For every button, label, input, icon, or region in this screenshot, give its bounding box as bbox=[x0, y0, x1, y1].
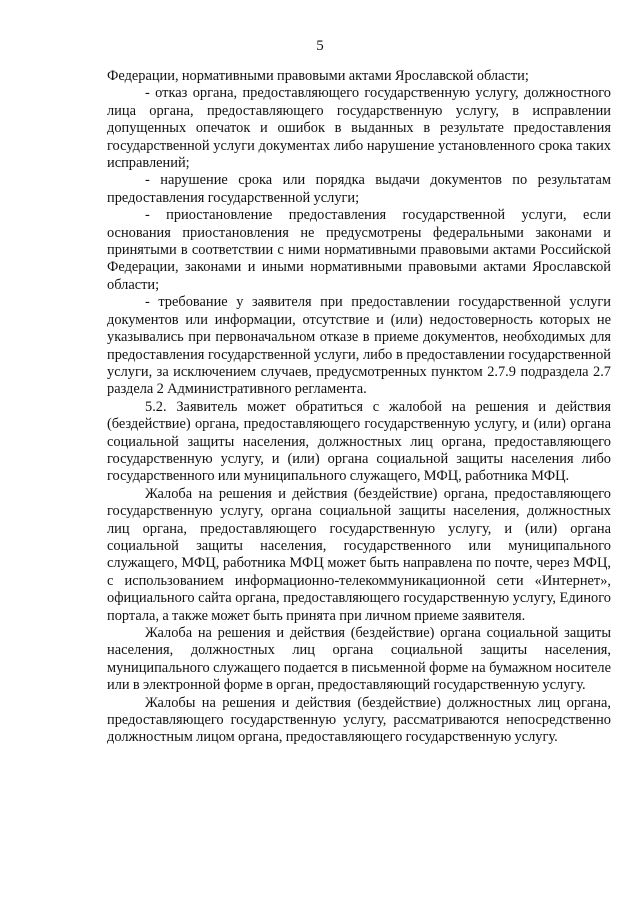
paragraph-5-2: 5.2. Заявитель может обратиться с жалобой на решения и действия (бездействие) органа, предоставляющего государственную услугу, и (или) органа социальной защиты населения, должностных лиц органа, предоставляющего государственную услугу, и (или) органа социальной защиты населения либо государственного или муниципального служащего, МФЦ, работника МФЦ. bbox=[107, 398, 611, 485]
paragraph-suspension: - приостановление предоставления государственной услуги, если основания приостановления не предусмотрены федеральными законами и принятыми в соответствии с ними нормативными правовыми актами Российской Федерации, законами и иными нормативными правовыми актами Ярославской области; bbox=[107, 207, 611, 293]
document-body bbox=[107, 68, 611, 747]
paragraph-complaint-submission: Жалоба на решения и действия (бездействие) органа, предоставляющего государственную услугу, органа социальной защиты населения, должностных лиц органа, предоставляющего государственную услугу, и (или) органа социальной защиты населения, государственного или муниципального служащего, МФЦ, работника МФЦ может быть направлена по почте, через МФЦ, с использованием информационно-телекоммуникационной сети «Интернет», официального сайта органа, предоставляющего государственную услугу, Единого портала, а также может быть принята при личном приеме заявителя. bbox=[107, 485, 611, 624]
paragraph-complaint-written-form: Жалоба на решения и действия (бездействие) органа социальной защиты населения, должностных лиц органа социальной защиты населения, муниципального служащего подается в письменной форме на бумажном носителе или в электронной форме в орган, предоставляющий государственную услугу. bbox=[107, 625, 611, 694]
paragraph-complaint-review: Жалобы на решения и действия (бездействие) должностных лиц органа, предоставляющего государственную услугу, рассматриваются непосредственно должностным лицом органа, предоставляющего государственную услугу. bbox=[107, 694, 611, 746]
page-number: 5 bbox=[316, 38, 324, 54]
paragraph-continuation: Федерации, нормативными правовыми актами Ярославской области; bbox=[107, 68, 529, 84]
paragraph-correction-refusal: - отказ органа, предоставляющего государственную услугу, должностного лица органа, предоставляющего государственную услугу, в исправлении допущенных опечаток и ошибок в выданных в результате предоставления государственной услуги документах либо нарушение установленного срока таких исправлений; bbox=[107, 85, 611, 172]
paragraph-issuance-violation: - нарушение срока или порядка выдачи документов по результатам предоставления государственной услуги; bbox=[107, 172, 611, 206]
paragraph-document-requirement: - требование у заявителя при предоставлении государственной услуги документов или информации, отсутствие и (или) недостоверность которых не указывались при первоначальном отказе в приеме документов, необходимых для предоставления государственной услуги, либо в предоставлении государственной услуги, за исключением случаев, предусмотренных пунктом 2.7.9 подраздела 2.7 раздела 2 Административного регламента. bbox=[107, 294, 611, 398]
